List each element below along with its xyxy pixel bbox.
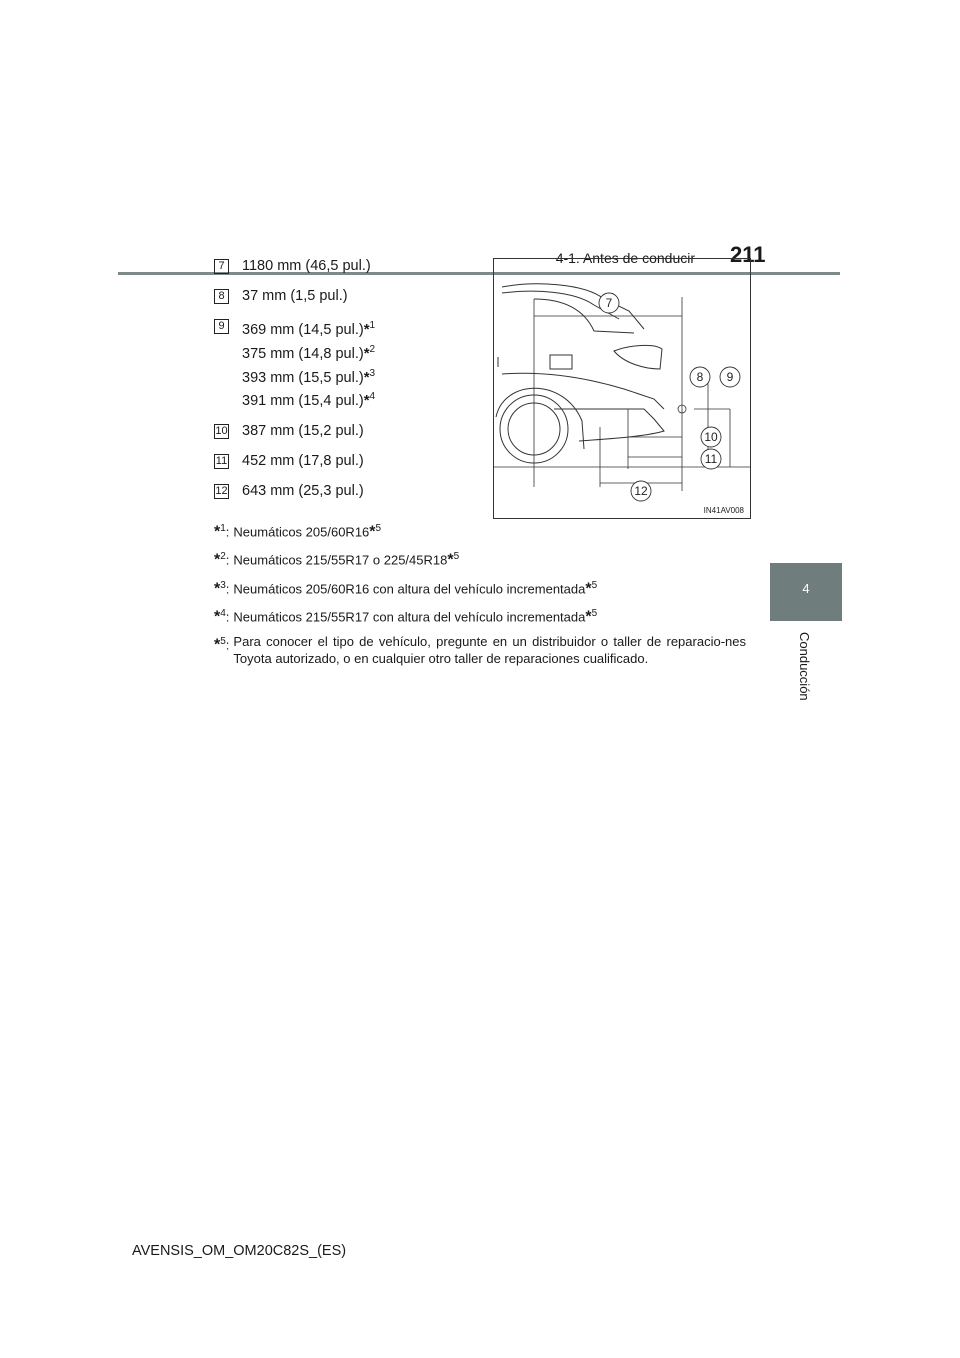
item-value-line [242,256,371,276]
footnote [214,577,746,597]
item-values [242,256,371,276]
item-number-badge: 12 [215,485,228,498]
tail-light [614,345,662,369]
item-number-badge: 11 [215,455,228,468]
item-values [242,316,375,411]
footnote [214,633,746,667]
footnote-colon: : [225,552,230,568]
footnote-text-block [233,633,746,667]
item-values [242,451,364,471]
footnote-ref: 3 [369,367,376,379]
footnote-text: Neumáticos 205/60R16 [233,524,370,540]
item-value-line [242,286,348,306]
wheel-arch [496,388,584,449]
callout-10: 10 [704,430,718,444]
footnote-text: Neumáticos 215/55R17 o 225/45R18 [233,552,448,568]
roof-outline [502,284,644,329]
footer-doc-id: AVENSIS_OM_OM20C82S_(ES) [132,1243,347,1259]
rear-car-diagram [494,259,750,518]
asterisk-mark: * [214,551,221,569]
footnote [214,548,746,568]
footnote-mark [214,605,229,625]
asterisk-mark: * [363,320,370,338]
item-values [242,481,364,501]
callout-7: 7 [605,296,613,310]
asterisk-mark: * [363,392,370,410]
asterisk-mark: * [214,579,221,597]
footnote-mark [214,633,229,667]
footnote-colon: : [225,524,230,540]
item-value-line [242,316,375,340]
asterisk-mark: * [214,636,221,654]
footnote-ref: 5 [591,607,598,619]
dimension-item [214,451,474,471]
item-value-line [242,451,364,471]
body-side [502,373,664,409]
item-values [242,286,348,306]
item-value-line [242,364,375,388]
item-value-text: 452 mm (17,8 pul.) [242,453,364,470]
footnote-colon: : [225,609,230,625]
dimension-item [214,256,474,276]
item-value-text: 391 mm (15,4 pul.) [242,393,364,410]
header-section-title: 4-1. Antes de conducir [555,250,695,266]
chapter-number: 4 [802,581,810,596]
asterisk-mark: * [585,608,592,626]
item-value-text: 1180 mm (46,5 pul.) [242,258,371,274]
dimension-list [214,256,474,511]
footnote-colon: : [225,637,230,653]
footnote-mark [214,577,229,597]
callout-8: 8 [696,370,704,384]
item-value-text: 37 mm (1,5 pul.) [242,288,348,304]
item-value-text: 375 mm (14,8 pul.) [242,345,364,362]
asterisk-mark: * [214,608,221,626]
footnotes [214,520,746,675]
asterisk-mark: * [214,523,221,541]
footnote-number: 5 [220,636,226,648]
footnote-ref: 5 [453,551,460,563]
item-value-line [242,421,364,441]
item-value-text: 643 mm (25,3 pul.) [242,483,364,500]
asterisk-mark: * [369,523,376,541]
fuel-door [550,355,572,369]
rear-dimensions-figure [493,258,751,519]
chapter-name: Conducción [797,632,812,701]
dimension-item [214,421,474,441]
callout-9: 9 [726,370,734,384]
bumper [554,409,664,441]
item-number-badge: 9 [214,319,229,334]
footnote-ref: 5 [375,523,382,534]
item-value-text: 393 mm (15,5 pul.) [242,369,364,386]
footnote-number: 1 [220,523,226,534]
footnote [214,605,746,625]
footnote-ref: 4 [369,391,376,403]
asterisk-mark: * [363,344,370,362]
item-value-text: 369 mm (14,5 pul.) [242,321,364,338]
footnote-number: 3 [220,579,226,591]
dimension-item [214,481,474,501]
asterisk-mark: * [585,579,592,597]
callout-12: 12 [634,484,648,498]
footnote-text: Neumáticos 215/55R17 con altura del vehículo incrementada [233,609,586,625]
footnote-mark [214,520,229,540]
dimension-item [214,316,474,411]
asterisk-mark: * [447,551,454,569]
footnote-colon: : [225,580,230,596]
footnote-text-block [233,520,381,540]
footnote-text-block [233,577,597,597]
footnote-mark [214,548,229,568]
figure-code: IN41AV008 [703,506,744,515]
item-values [242,421,364,441]
callout-11: 11 [704,452,718,466]
item-number-badge: 10 [215,425,228,438]
item-value-line [242,340,375,364]
item-value-line [242,481,364,501]
page-number: 211 [730,242,766,267]
footnote-text-block [233,605,597,625]
chapter-side-tab [770,563,842,621]
footnote-ref: 2 [369,343,376,355]
item-number-badge: 8 [214,289,229,304]
footnote-ref: 5 [591,579,598,591]
footnote-number: 2 [220,551,226,563]
footnote-text: Neumáticos 205/60R16 con altura del vehículo incrementada [233,580,586,596]
footnote-ref: 1 [369,320,376,331]
footnote-number: 4 [220,607,226,619]
item-value-line [242,387,375,411]
footnote-text: Para conocer el tipo de vehículo, pregunte en un distribuidor o taller de reparacio-nes Toyota autorizado, o en cualquier otro taller de reparaciones cualificado. [233,634,746,667]
asterisk-mark: * [363,368,370,386]
dimension-item [214,286,474,306]
footnote [214,520,746,540]
item-value-text: 387 mm (15,2 pul.) [242,423,364,440]
footnote-text-block [233,548,459,568]
item-number-badge: 7 [214,259,229,274]
